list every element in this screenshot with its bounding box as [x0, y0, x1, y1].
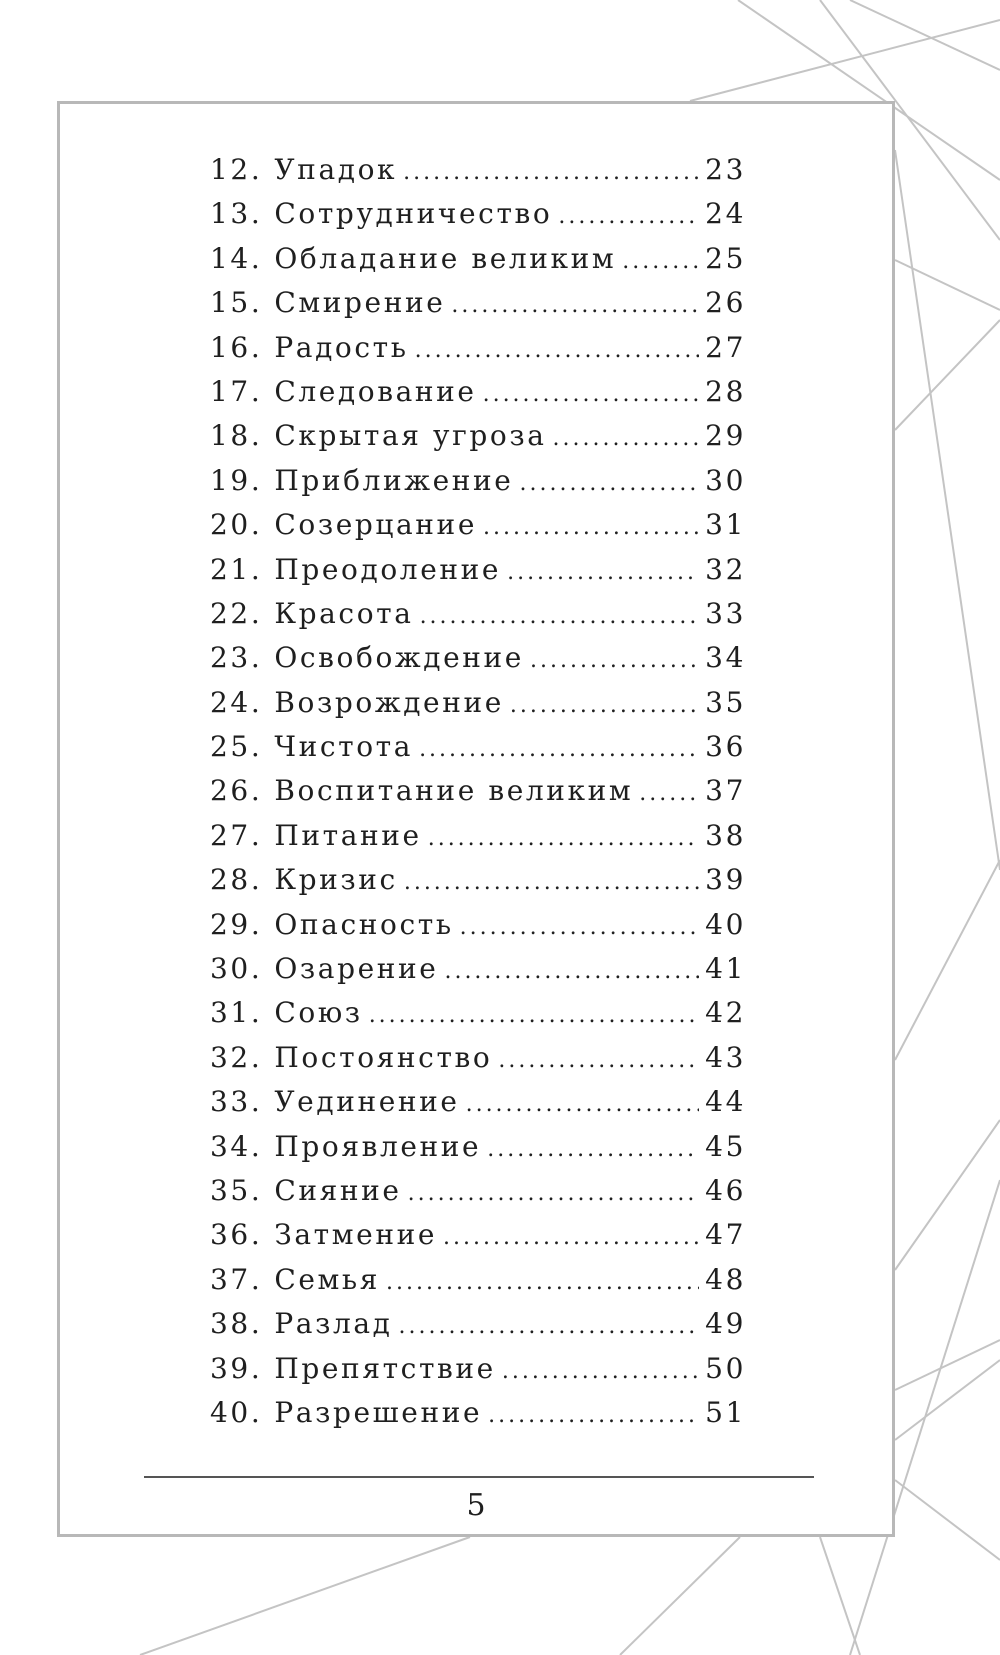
toc-dot-leader	[419, 728, 699, 772]
toc-entry-title: Разлад	[274, 1307, 393, 1341]
toc-entry-number: 27.	[210, 818, 263, 852]
toc-entry-number: 35.	[210, 1173, 263, 1207]
toc-entry-page: 50	[705, 1351, 746, 1385]
toc-entry	[210, 814, 746, 858]
toc-entry-number: 30.	[210, 952, 263, 986]
toc-entry-number: 21.	[210, 552, 263, 586]
toc-entry-page: 24	[705, 197, 746, 231]
toc-entry-page: 31	[705, 508, 746, 542]
toc-dot-leader	[502, 1350, 699, 1394]
toc-dot-leader	[444, 950, 699, 994]
toc-entry-title: Скрытая угроза	[274, 419, 547, 453]
toc-entry-title: Возрождение	[274, 685, 504, 719]
toc-entry-number: 25.	[210, 730, 263, 764]
toc-entry-title: Семья	[274, 1262, 381, 1296]
toc-dot-leader	[483, 373, 700, 417]
toc-dot-leader	[553, 417, 700, 461]
toc-entry-page: 32	[705, 552, 746, 586]
toc-entry-title: Препятствие	[274, 1351, 496, 1385]
toc-entry	[210, 1213, 746, 1257]
toc-entry	[210, 192, 746, 236]
toc-entry	[210, 1125, 746, 1169]
toc-dot-leader	[639, 772, 699, 816]
toc-dot-leader	[386, 1261, 699, 1305]
toc-dot-leader	[622, 240, 699, 284]
toc-dot-leader	[420, 595, 700, 639]
toc-entry-title: Созерцание	[274, 508, 477, 542]
toc-dot-leader	[415, 329, 700, 373]
toc-entry-page: 46	[705, 1173, 746, 1207]
toc-dot-leader	[408, 1172, 700, 1216]
toc-entry-number: 31.	[210, 996, 263, 1030]
toc-entry	[210, 681, 746, 725]
toc-entry-title: Озарение	[274, 952, 439, 986]
toc-entry-number: 17.	[210, 374, 263, 408]
toc-dot-leader	[507, 551, 699, 595]
toc-dot-leader	[487, 1128, 699, 1172]
toc-entry-page: 47	[705, 1218, 746, 1252]
toc-entry-title: Питание	[274, 818, 422, 852]
toc-entry-number: 12.	[210, 153, 263, 186]
toc-entry	[210, 1391, 746, 1435]
toc-entry	[210, 1347, 746, 1391]
toc-entry-page: 51	[705, 1395, 746, 1429]
toc-entry-page: 26	[705, 286, 746, 320]
toc-entry-title: Приближение	[274, 463, 514, 497]
toc-entry-page: 44	[705, 1085, 746, 1119]
toc-dot-leader	[443, 1216, 699, 1260]
toc-dot-leader	[530, 639, 699, 683]
toc-entry-number: 20.	[210, 508, 263, 542]
toc-entry	[210, 1036, 746, 1080]
toc-entry	[210, 725, 746, 769]
toc-entry-number: 24.	[210, 685, 263, 719]
toc-entry-number: 32.	[210, 1040, 263, 1074]
toc-entry	[210, 370, 746, 414]
toc-entry-page: 28	[705, 374, 746, 408]
toc-dot-leader	[398, 1305, 699, 1349]
toc-entry-number: 18.	[210, 419, 263, 453]
toc-entry-title: Постоянство	[274, 1040, 493, 1074]
toc-entry-page: 40	[705, 907, 746, 941]
toc-entry	[210, 1302, 746, 1346]
toc-entry-title: Проявление	[274, 1129, 482, 1163]
toc-dot-leader	[519, 462, 699, 506]
toc-dot-leader	[510, 684, 699, 728]
toc-entry-number: 13.	[210, 197, 263, 231]
book-page	[57, 101, 895, 1537]
toc-entry-title: Чистота	[274, 730, 414, 764]
toc-dot-leader	[451, 284, 699, 328]
toc-entry	[210, 503, 746, 547]
toc-entry-number: 26.	[210, 774, 263, 808]
toc-entry	[210, 769, 746, 813]
toc-entry	[210, 858, 746, 902]
toc-entry	[210, 1258, 746, 1302]
toc-entry-page: 49	[705, 1307, 746, 1341]
toc-dot-leader	[558, 195, 699, 239]
toc-entry-title: Сияние	[274, 1173, 402, 1207]
toc-entry	[210, 991, 746, 1035]
toc-entry-number: 38.	[210, 1307, 263, 1341]
toc-entry	[210, 548, 746, 592]
toc-entry-title: Следование	[274, 374, 477, 408]
toc-entry	[210, 459, 746, 503]
toc-entry	[210, 326, 746, 370]
toc-entry-number: 36.	[210, 1218, 263, 1252]
toc-entry-number: 14.	[210, 241, 263, 275]
toc-entry-page: 34	[705, 641, 746, 675]
footer-divider	[144, 1476, 814, 1478]
toc-entry-number: 23.	[210, 641, 263, 675]
toc-entry-title: Воспитание великим	[274, 774, 634, 808]
toc-dot-leader	[428, 817, 699, 861]
toc-dot-leader	[460, 906, 699, 950]
toc-entry-page: 29	[705, 419, 746, 453]
toc-entry	[210, 414, 746, 458]
toc-dot-leader	[466, 1083, 700, 1127]
toc-entry	[210, 281, 746, 325]
toc-entry-title: Затмение	[274, 1218, 438, 1252]
toc-entry-page: 25	[705, 241, 746, 275]
toc-dot-leader	[498, 1039, 699, 1083]
toc-entry-page: 36	[705, 730, 746, 764]
toc-dot-leader	[404, 861, 699, 905]
toc-entry-number: 15.	[210, 286, 263, 320]
toc-entry-title: Сотрудничество	[274, 197, 553, 231]
toc-entry-title: Союз	[274, 996, 363, 1030]
toc-entry-page: 27	[705, 330, 746, 364]
page-number: 5	[466, 1488, 486, 1523]
toc-dot-leader	[403, 151, 699, 195]
toc-entry-title: Уединение	[274, 1085, 460, 1119]
toc-entry-page: 37	[705, 774, 746, 808]
toc-entry-number: 29.	[210, 907, 263, 941]
toc-entry-page: 42	[705, 996, 746, 1030]
toc-entry-title: Обладание великим	[274, 241, 617, 275]
toc-entry-number: 16.	[210, 330, 263, 364]
toc-dot-leader	[488, 1394, 699, 1438]
toc-entry-number: 33.	[210, 1085, 263, 1119]
toc-entry-title: Радость	[274, 330, 409, 364]
toc-entry-number: 34.	[210, 1129, 263, 1163]
toc-entry-title: Смирение	[274, 286, 446, 320]
toc-entry	[210, 1080, 746, 1124]
toc-entry-number: 28.	[210, 863, 263, 897]
toc-entry-number: 39.	[210, 1351, 263, 1385]
toc-entry-page: 30	[705, 463, 746, 497]
toc-entry-page: 23	[705, 153, 746, 186]
toc-entry-page: 41	[705, 952, 746, 986]
toc-entry-title: Кризис	[274, 863, 398, 897]
toc-entry	[210, 592, 746, 636]
toc-entry	[210, 636, 746, 680]
toc-entry-number: 37.	[210, 1262, 263, 1296]
toc-entry-title: Освобождение	[274, 641, 524, 675]
toc-entry-page: 45	[705, 1129, 746, 1163]
toc-entry-title: Преодоление	[274, 552, 502, 586]
toc-entry-title: Опасность	[274, 907, 454, 941]
toc-entry	[210, 237, 746, 281]
toc-entry-page: 33	[705, 596, 746, 630]
toc-entry-number: 22.	[210, 596, 263, 630]
toc-entry-page: 48	[705, 1262, 746, 1296]
toc-entry	[210, 947, 746, 991]
toc-entry	[210, 903, 746, 947]
toc-entry-title: Упадок	[274, 153, 398, 186]
toc-entry	[210, 148, 746, 192]
toc-entry	[210, 1169, 746, 1213]
toc-entry-page: 43	[705, 1040, 746, 1074]
toc-entry-title: Красота	[274, 596, 414, 630]
toc-entry-number: 19.	[210, 463, 263, 497]
toc-dot-leader	[483, 506, 699, 550]
toc-dot-leader	[369, 994, 699, 1038]
toc-entry-title: Разрешение	[274, 1395, 483, 1429]
toc-entry-page: 35	[705, 685, 746, 719]
table-of-contents	[210, 148, 746, 1435]
toc-entry-page: 38	[705, 818, 746, 852]
toc-entry-number: 40.	[210, 1395, 263, 1429]
toc-entry-page: 39	[705, 863, 746, 897]
